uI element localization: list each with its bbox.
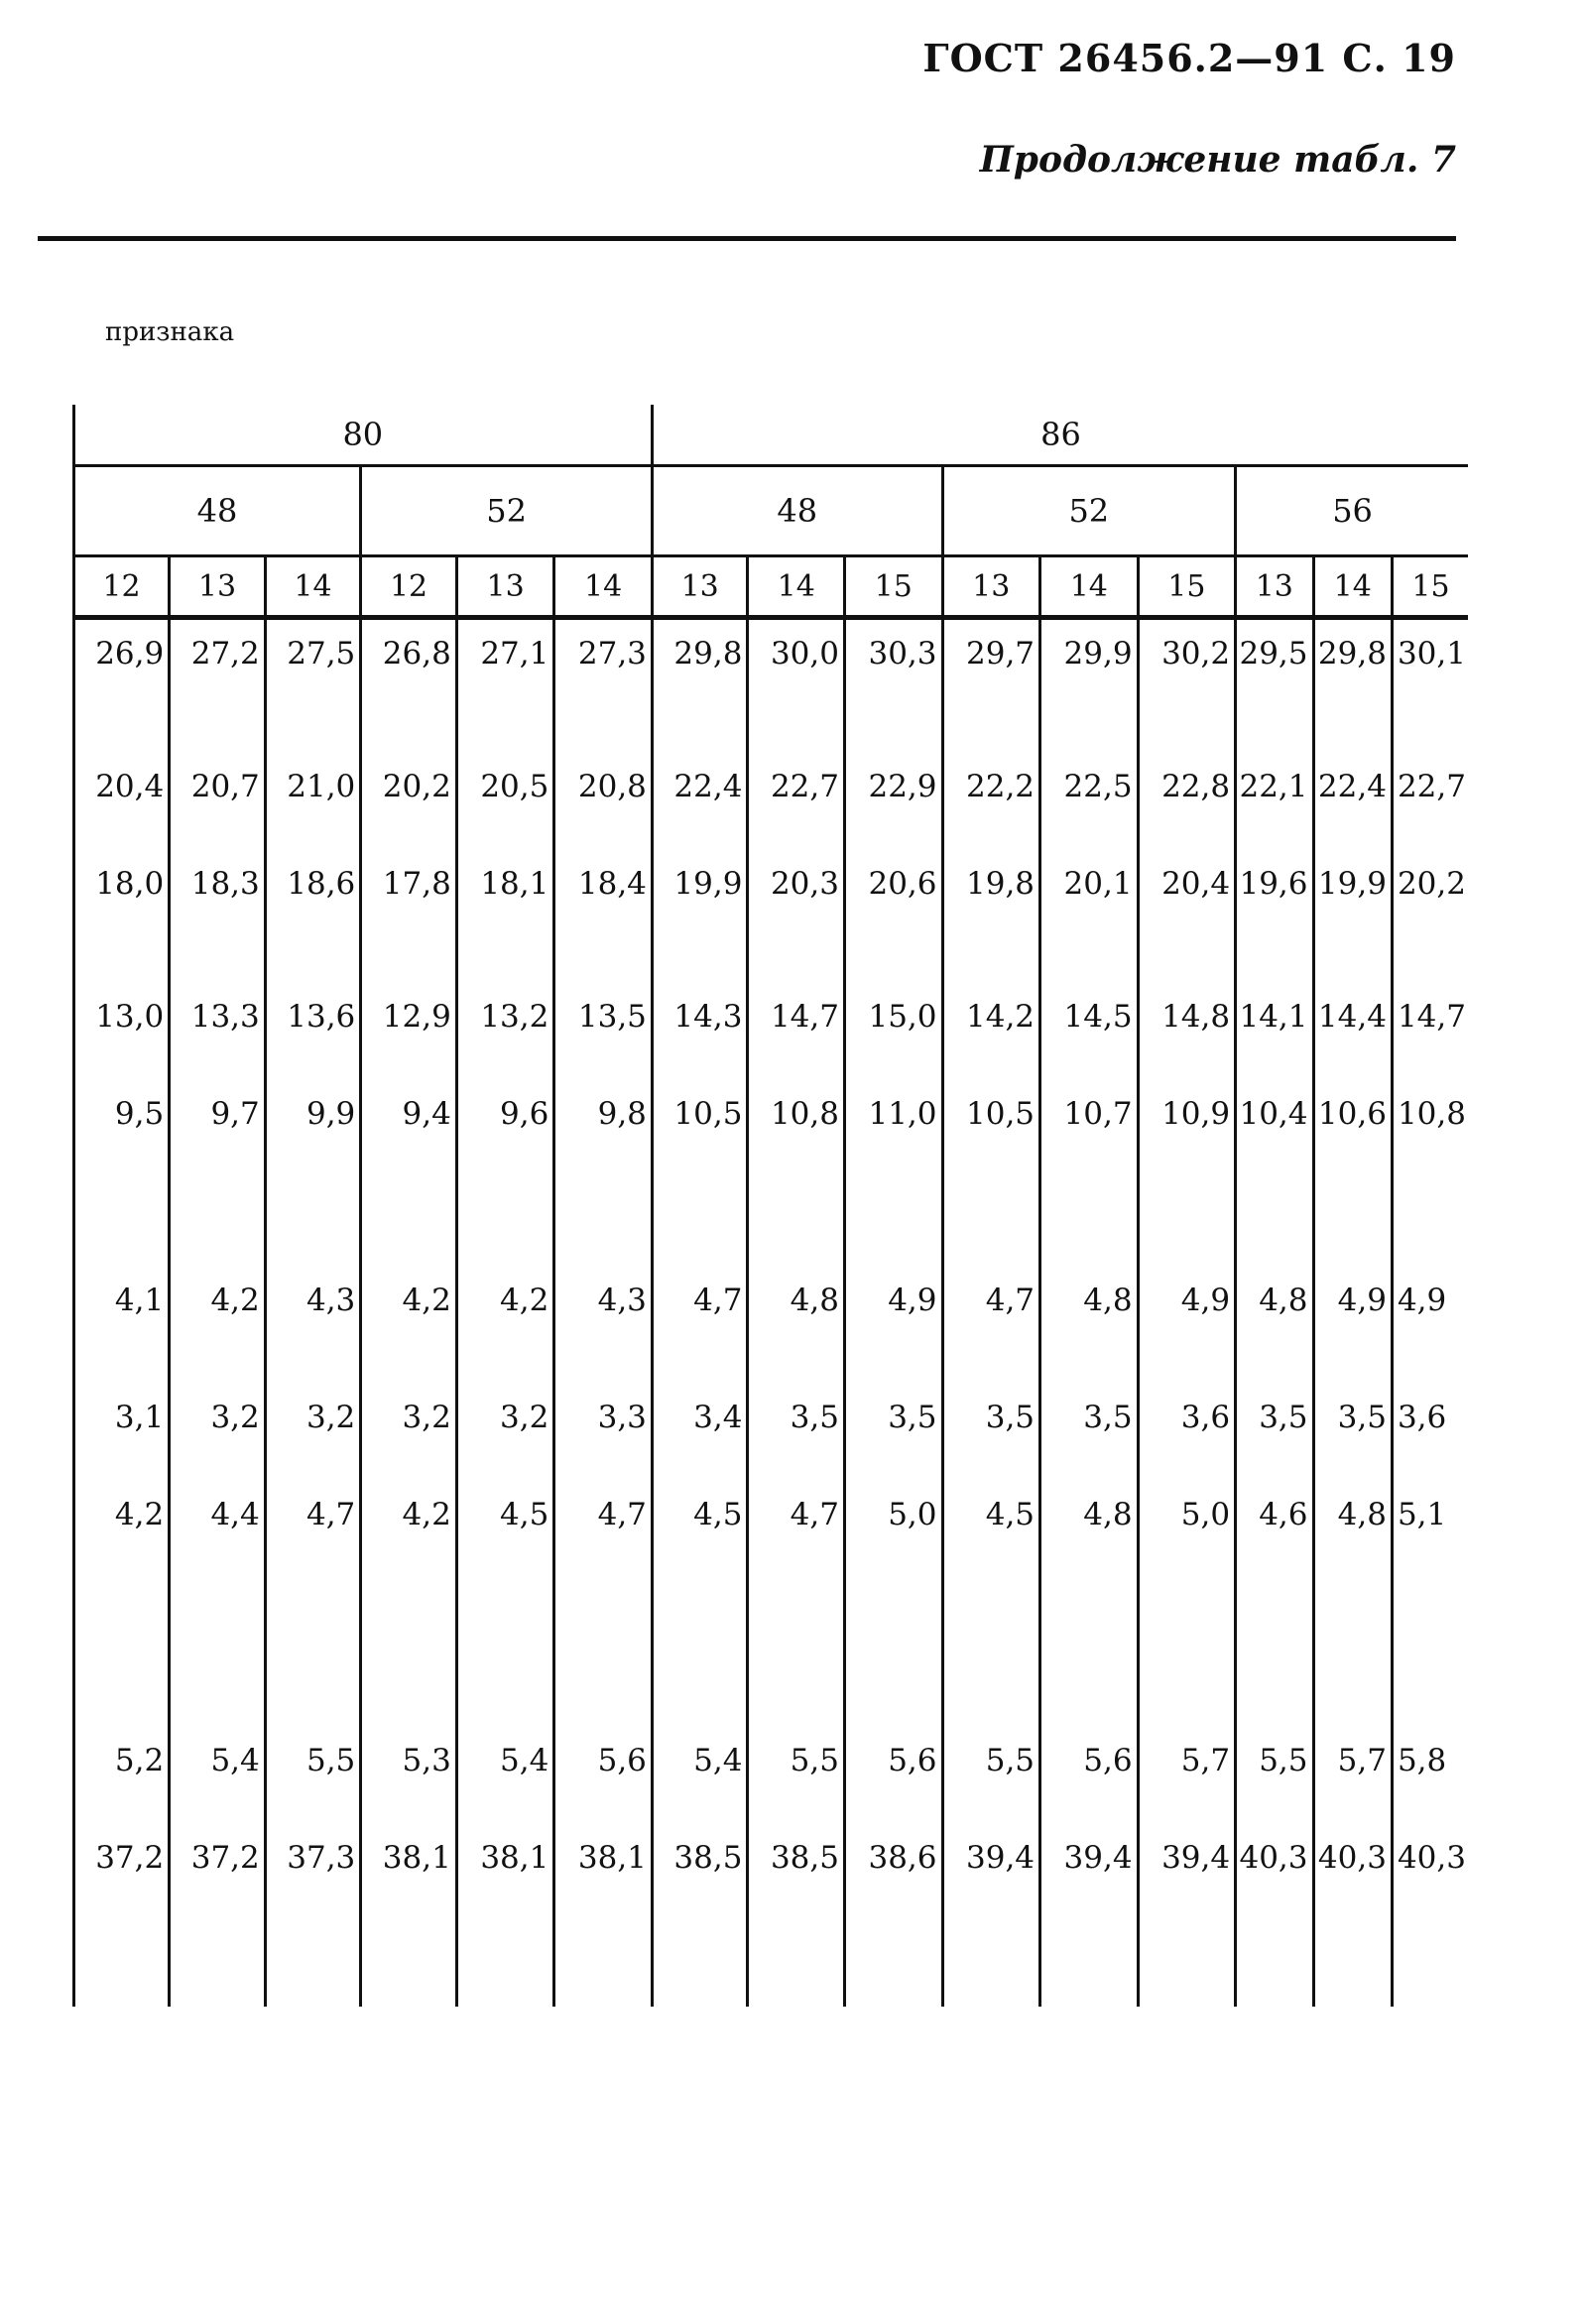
table-cell: 39,4 — [1138, 1840, 1236, 2007]
table-cell: 3,2 — [456, 1400, 554, 1497]
header-lead-cell — [38, 405, 73, 618]
table-cell: 14,7 — [1397, 999, 1466, 1035]
table-cell: 14,4 — [1313, 999, 1392, 1096]
table-row — [38, 1497, 1468, 1743]
table-cell: 30,3 — [844, 618, 942, 770]
header-group-86: 86 — [652, 405, 1468, 466]
table-cell: 38,1 — [361, 1840, 457, 2007]
table-row — [38, 618, 1468, 770]
table-row — [38, 1840, 1468, 2007]
table-row — [38, 1743, 1468, 1840]
table-cell: 4,5 — [456, 1497, 554, 1743]
header-column-number: 15 — [1392, 556, 1468, 618]
data-table — [38, 405, 1468, 2007]
table-cell: 13,5 — [554, 999, 653, 1096]
table-cell: 14,5 — [1040, 999, 1139, 1096]
table-cell: 18,3 — [170, 866, 266, 999]
table-cell: 10,9 — [1138, 1096, 1236, 1283]
table-cell: 5,2 — [73, 1743, 170, 1840]
table-cell: 3,5 — [1236, 1400, 1313, 1497]
table-cell: 38,5 — [748, 1840, 845, 2007]
table-cell: 9,8 — [554, 1096, 653, 1283]
table-cell: 5,4 — [456, 1743, 554, 1840]
row-lead-cell — [38, 618, 73, 770]
table-cell: 13,2 — [456, 999, 554, 1096]
header-column-number: 13 — [170, 556, 266, 618]
table-row — [38, 1400, 1468, 1497]
row-lead-cell — [38, 1400, 73, 1497]
column-sublabel: признака — [105, 317, 235, 347]
table-cell: 20,6 — [844, 866, 942, 999]
table-cell: 10,8 — [748, 1096, 845, 1283]
table-cell: 29,7 — [942, 618, 1040, 770]
header-rule — [38, 236, 1456, 241]
table-cell: 37,3 — [265, 1840, 361, 2007]
header-group-80: 80 — [73, 405, 652, 466]
header-column-number: 14 — [1040, 556, 1139, 618]
table-cell: 18,1 — [456, 866, 554, 999]
table-cell: 3,2 — [170, 1400, 266, 1497]
table-cell: 3,6 — [1397, 1400, 1447, 1435]
table-cell: 11,0 — [844, 1096, 942, 1283]
table-cell: 39,4 — [942, 1840, 1040, 2007]
table-cell: 5,1 — [1397, 1497, 1447, 1532]
table-cell: 14,8 — [1138, 999, 1236, 1096]
row-lead-cell — [38, 1096, 73, 1283]
table-cell: 4,2 — [456, 1283, 554, 1400]
table-cell: 22,7 — [1397, 769, 1466, 804]
table-cell: 12,9 — [361, 999, 457, 1096]
table-cell: 20,4 — [73, 769, 170, 866]
table-body — [38, 618, 1468, 2008]
row-lead-cell — [38, 1283, 73, 1400]
header-column-number: 15 — [844, 556, 942, 618]
table-cell: 4,7 — [554, 1497, 653, 1743]
header-column-number: 14 — [554, 556, 653, 618]
table-cell: 3,3 — [554, 1400, 653, 1497]
table-cell: 4,5 — [652, 1497, 748, 1743]
table-cell: 5,7 — [1138, 1743, 1236, 1840]
table-cell: 22,4 — [1313, 769, 1392, 866]
table-cell: 22,2 — [942, 769, 1040, 866]
table-cell: 30,1 — [1397, 636, 1466, 672]
table-cell: 3,5 — [844, 1400, 942, 1497]
table-cell: 4,3 — [554, 1283, 653, 1400]
table-cell: 4,2 — [361, 1497, 457, 1743]
table-cell: 3,5 — [1040, 1400, 1139, 1497]
table-cell: 3,1 — [73, 1400, 170, 1497]
table-cell: 4,8 — [1236, 1283, 1313, 1400]
table-cell: 13,3 — [170, 999, 266, 1096]
table-cell: 27,1 — [456, 618, 554, 770]
table-continuation-label: Продолжение табл. 7 — [979, 139, 1456, 181]
table-cell: 9,6 — [456, 1096, 554, 1283]
table-cell: 9,4 — [361, 1096, 457, 1283]
table-cell: 22,7 — [748, 769, 845, 866]
table-cell: 38,6 — [844, 1840, 942, 2007]
row-lead-cell — [38, 1743, 73, 1840]
table-cell: 14,2 — [942, 999, 1040, 1096]
table-cell: 19,9 — [652, 866, 748, 999]
table-cell: 5,6 — [844, 1743, 942, 1840]
table-cell: 20,2 — [361, 769, 457, 866]
table-cell: 5,6 — [554, 1743, 653, 1840]
table-cell: 20,8 — [554, 769, 653, 866]
table-cell: 4,7 — [942, 1283, 1040, 1400]
header-column-number: 13 — [456, 556, 554, 618]
table-cell: 5,0 — [1138, 1497, 1236, 1743]
header-subgroup-56: 56 — [1236, 466, 1468, 556]
page-header-standard: ГОСТ 26456.2—91 С. 19 — [922, 36, 1456, 80]
table-cell: 5,0 — [844, 1497, 942, 1743]
header-column-number: 12 — [73, 556, 170, 618]
table-cell: 29,8 — [652, 618, 748, 770]
header-column-number: 13 — [652, 556, 748, 618]
header-column-number: 13 — [1236, 556, 1313, 618]
table-row — [38, 1283, 1468, 1400]
table-cell: 19,8 — [942, 866, 1040, 999]
row-lead-cell — [38, 1497, 73, 1743]
table-cell: 29,9 — [1040, 618, 1139, 770]
table-row — [38, 999, 1468, 1096]
table-cell: 22,5 — [1040, 769, 1139, 866]
table-cell: 5,5 — [1236, 1743, 1313, 1840]
table-cell: 5,4 — [652, 1743, 748, 1840]
table-cell: 27,2 — [170, 618, 266, 770]
table-cell: 37,2 — [170, 1840, 266, 2007]
table-cell: 22,8 — [1138, 769, 1236, 866]
table-cell: 13,0 — [73, 999, 170, 1096]
table-cell: 4,8 — [1313, 1497, 1392, 1743]
table-cell: 20,5 — [456, 769, 554, 866]
table-cell: 14,3 — [652, 999, 748, 1096]
table-cell: 38,1 — [456, 1840, 554, 2007]
header-subgroup-48: 48 — [73, 466, 361, 556]
table-cell: 4,5 — [942, 1497, 1040, 1743]
table-cell: 9,5 — [73, 1096, 170, 1283]
table-cell: 17,8 — [361, 866, 457, 999]
table-row — [38, 1096, 1468, 1283]
table-cell: 3,2 — [361, 1400, 457, 1497]
table-cell: 3,6 — [1138, 1400, 1236, 1497]
table-cell: 4,8 — [1040, 1497, 1139, 1743]
table-cell: 4,3 — [265, 1283, 361, 1400]
table-cell: 20,1 — [1040, 866, 1139, 999]
table-cell: 19,9 — [1313, 866, 1392, 999]
table-cell: 40,3 — [1236, 1840, 1313, 2007]
table-cell: 4,4 — [170, 1497, 266, 1743]
table-cell: 5,8 — [1397, 1743, 1447, 1778]
table-cell: 10,5 — [942, 1096, 1040, 1283]
table-header — [38, 405, 1468, 618]
table-cell: 13,6 — [265, 999, 361, 1096]
table-cell: 27,5 — [265, 618, 361, 770]
table-row — [38, 769, 1468, 866]
table-cell: 4,2 — [170, 1283, 266, 1400]
table-cell: 4,7 — [652, 1283, 748, 1400]
table-cell: 5,5 — [748, 1743, 845, 1840]
table-cell: 3,5 — [748, 1400, 845, 1497]
table-cell: 30,2 — [1138, 618, 1236, 770]
table-cell: 40,3 — [1397, 1840, 1466, 1876]
table-cell: 9,7 — [170, 1096, 266, 1283]
table-cell: 5,5 — [942, 1743, 1040, 1840]
table-cell: 30,0 — [748, 618, 845, 770]
table-cell: 27,3 — [554, 618, 653, 770]
table-cell: 9,9 — [265, 1096, 361, 1283]
table-cell: 5,5 — [265, 1743, 361, 1840]
data-table-wrapper — [38, 405, 1468, 2007]
table-cell: 4,7 — [265, 1497, 361, 1743]
row-lead-cell — [38, 769, 73, 866]
table-cell: 4,7 — [748, 1497, 845, 1743]
table-cell: 4,9 — [844, 1283, 942, 1400]
table-cell: 22,4 — [652, 769, 748, 866]
table-cell: 20,4 — [1138, 866, 1236, 999]
table-cell: 4,8 — [1040, 1283, 1139, 1400]
row-lead-cell — [38, 999, 73, 1096]
table-cell: 21,0 — [265, 769, 361, 866]
table-cell: 22,9 — [844, 769, 942, 866]
table-cell: 3,4 — [652, 1400, 748, 1497]
table-cell: 26,8 — [361, 618, 457, 770]
header-column-number: 12 — [361, 556, 457, 618]
table-cell: 14,7 — [748, 999, 845, 1096]
table-cell: 18,4 — [554, 866, 653, 999]
table-cell: 29,5 — [1236, 618, 1313, 770]
header-subgroup-52: 52 — [942, 466, 1236, 556]
table-cell: 19,6 — [1236, 866, 1313, 999]
table-cell: 37,2 — [73, 1840, 170, 2007]
table-cell: 5,3 — [361, 1743, 457, 1840]
table-cell: 38,1 — [554, 1840, 653, 2007]
table-cell: 4,1 — [73, 1283, 170, 1400]
table-cell: 20,2 — [1397, 866, 1466, 902]
table-cell: 4,9 — [1138, 1283, 1236, 1400]
table-cell: 15,0 — [844, 999, 942, 1096]
table-cell: 3,2 — [265, 1400, 361, 1497]
table-cell: 3,5 — [942, 1400, 1040, 1497]
table-cell: 4,9 — [1313, 1283, 1392, 1400]
table-cell: 10,5 — [652, 1096, 748, 1283]
table-cell: 18,6 — [265, 866, 361, 999]
table-cell: 20,3 — [748, 866, 845, 999]
table-cell: 10,6 — [1313, 1096, 1392, 1283]
table-cell: 5,4 — [170, 1743, 266, 1840]
table-cell: 4,9 — [1397, 1283, 1447, 1318]
row-lead-cell — [38, 1840, 73, 2007]
table-cell: 10,4 — [1236, 1096, 1313, 1283]
table-cell: 22,1 — [1236, 769, 1313, 866]
table-cell: 38,5 — [652, 1840, 748, 2007]
table-cell: 5,6 — [1040, 1743, 1139, 1840]
table-cell: 10,8 — [1397, 1096, 1466, 1132]
header-subgroup-48: 48 — [652, 466, 942, 556]
table-cell: 4,6 — [1236, 1497, 1313, 1743]
table-cell: 14,1 — [1236, 999, 1313, 1096]
header-column-number: 15 — [1138, 556, 1236, 618]
table-cell: 26,9 — [73, 618, 170, 770]
table-cell: 40,3 — [1313, 1840, 1392, 2007]
table-cell: 3,5 — [1313, 1400, 1392, 1497]
table-row — [38, 866, 1468, 999]
table-cell: 29,8 — [1313, 618, 1392, 770]
table-cell: 10,7 — [1040, 1096, 1139, 1283]
header-column-number: 14 — [748, 556, 845, 618]
table-cell: 4,2 — [361, 1283, 457, 1400]
header-column-number: 14 — [1313, 556, 1392, 618]
header-subgroup-52: 52 — [361, 466, 653, 556]
table-cell: 20,7 — [170, 769, 266, 866]
table-cell: 4,8 — [748, 1283, 845, 1400]
table-cell: 39,4 — [1040, 1840, 1139, 2007]
table-cell: 18,0 — [73, 866, 170, 999]
table-cell: 5,7 — [1313, 1743, 1392, 1840]
row-lead-cell — [38, 866, 73, 999]
header-column-number: 13 — [942, 556, 1040, 618]
table-cell: 4,2 — [73, 1497, 170, 1743]
header-column-number: 14 — [265, 556, 361, 618]
